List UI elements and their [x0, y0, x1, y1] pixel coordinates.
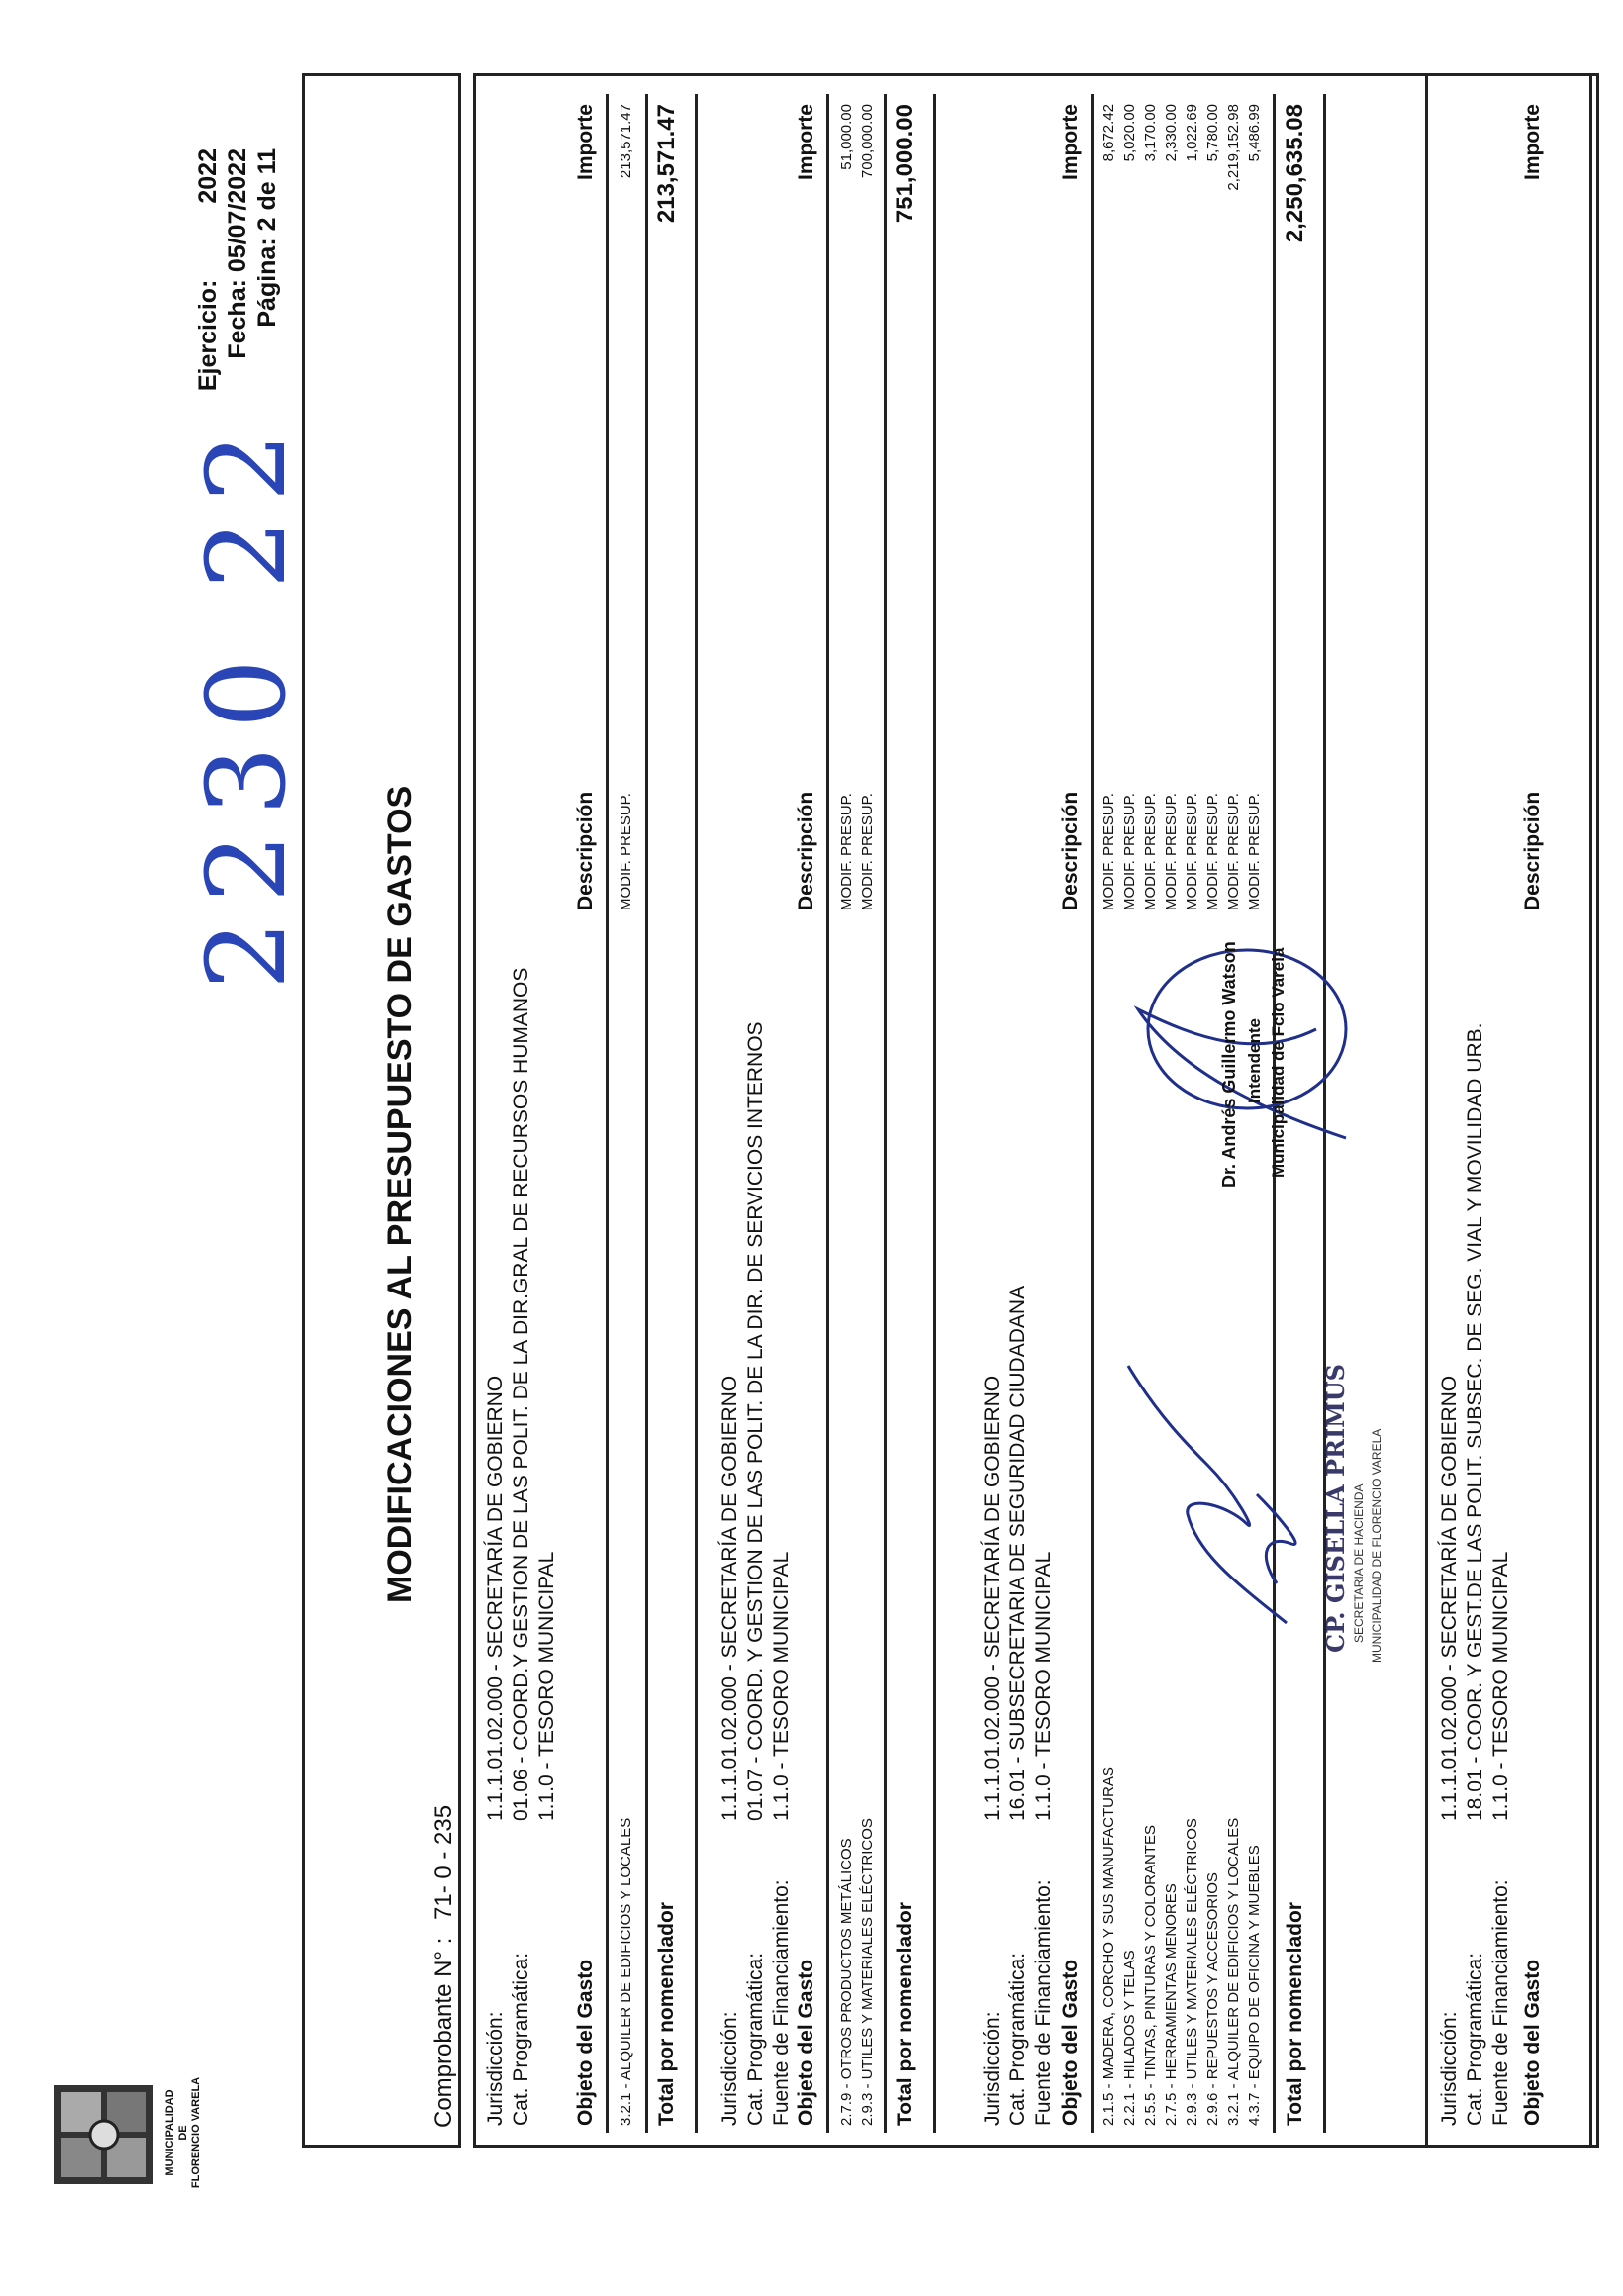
cat-programatica-label: Cat. Programática:: [510, 1952, 532, 2126]
descripcion-cell: MODIF. PRESUP.: [859, 793, 876, 910]
descripcion-cell: MODIF. PRESUP.: [1246, 793, 1263, 910]
objeto-header: Objeto del Gasto: [1521, 1959, 1544, 2126]
jurisdiccion-label: Jurisdicción:: [718, 2011, 741, 2126]
ejercicio-label: Ejercicio:: [194, 279, 222, 392]
total-label: Total por nomenclador: [894, 1902, 916, 2126]
descripcion-header: Descripción: [795, 791, 817, 910]
signer-name: Dr. Andrés Guillermo Watson: [1219, 941, 1239, 1188]
jurisdiccion-value: 1.1.1.01.02.000 - SECRETARÍA DE GOBIERNO: [1438, 1375, 1461, 1821]
signer-org: MUNICIPALIDAD DE FLORENCIO VARELA: [1370, 1428, 1384, 1663]
objeto-header: Objeto del Gasto: [1059, 1959, 1082, 2126]
importe-cell: 2,219,152.98: [1225, 104, 1242, 191]
fuente-value: 1.1.0 - TESORO MUNICIPAL: [1489, 1551, 1512, 1821]
coat-of-arms-icon: [49, 2080, 158, 2189]
divider: [1091, 94, 1094, 2133]
fuente-label: Fuente de Financiamiento:: [1489, 1879, 1512, 2126]
total-label: Total por nomenclador: [1284, 1902, 1306, 2126]
fuente-value: 1.1.0 - TESORO MUNICIPAL: [535, 1551, 558, 1821]
jurisdiccion-value: 1.1.1.01.02.000 - SECRETARÍA DE GOBIERNO: [718, 1375, 741, 1821]
importe-cell: 5,020.00: [1121, 104, 1138, 162]
comprobante-value: 71- 0 - 235: [430, 1804, 457, 1920]
descripcion-cell: MODIF. PRESUP.: [1121, 793, 1138, 910]
objeto-cell: 2.9.3 - UTILES Y MATERIALES ELÉCTRICOS: [1184, 1818, 1200, 2126]
descripcion-cell: MODIF. PRESUP.: [1225, 793, 1242, 910]
signer-role: Intendente: [1245, 1018, 1264, 1103]
pagina: Página: 2 de 11: [253, 148, 281, 328]
descripcion-cell: MODIF. PRESUP.: [1100, 793, 1117, 910]
descripcion-cell: MODIF. PRESUP.: [1204, 793, 1221, 910]
stamp-number: 2230 22: [183, 415, 310, 990]
divider: [645, 94, 648, 2133]
ejercicio-value: 2022: [194, 148, 222, 204]
fecha: Fecha: 05/07/2022: [224, 148, 251, 359]
jurisdiccion-value: 1.1.1.01.02.000 - SECRETARÍA DE GOBIERNO: [484, 1375, 507, 1821]
cat-programatica-value: 01.06 - COORD.Y GESTION DE LAS POLIT. DE LA DIR.GRAL DE RECURSOS HUMANOS: [510, 967, 532, 1821]
signer-org: Municipalidad de Fcio Varela: [1269, 947, 1288, 1178]
objeto-cell: 4.3.7 - EQUIPO DE OFICINA Y MUEBLES: [1246, 1845, 1263, 2126]
descripcion-cell: MODIF. PRESUP.: [1142, 793, 1159, 910]
descripcion-cell: MODIF. PRESUP.: [1184, 793, 1200, 910]
signer-name: CP. GISELLA PRIMUS: [1321, 1363, 1350, 1653]
importe-header: Importe: [574, 104, 597, 181]
total-value: 751,000.00: [892, 104, 918, 224]
divider: [695, 94, 698, 2133]
handwritten-signature-left: [1118, 1346, 1316, 1643]
jurisdiccion-label: Jurisdicción:: [1438, 2011, 1461, 2126]
comprobante-label: Comprobante N° :: [430, 1937, 457, 2128]
logo-text-line: DE: [177, 2125, 189, 2141]
objeto-cell: 3.2.1 - ALQUILER DE EDIFICIOS Y LOCALES: [1225, 1817, 1242, 2126]
cat-programatica-value: 16.01 - SUBSECRETARIA DE SEGURIDAD CIUDADANA: [1006, 1285, 1029, 1821]
objeto-cell: 3.2.1 - ALQUILER DE EDIFICIOS Y LOCALES: [618, 1817, 634, 2126]
descripcion-cell: MODIF. PRESUP.: [1163, 793, 1180, 910]
objeto-cell: 2.5.5 - TINTAS, PINTURAS Y COLORANTES: [1142, 1825, 1159, 2126]
objeto-cell: 2.9.3 - UTILES Y MATERIALES ELÉCTRICOS: [859, 1818, 876, 2126]
municipal-logo: [40, 2068, 238, 2197]
logo-text-line: FLORENCIO VARELA: [190, 2076, 202, 2189]
importe-cell: 1,022.69: [1184, 104, 1200, 162]
objeto-cell: 2.9.6 - REPUESTOS Y ACCESORIOS: [1204, 1872, 1221, 2126]
divider: [933, 94, 936, 2133]
objeto-header: Objeto del Gasto: [574, 1959, 597, 2126]
objeto-cell: 2.1.5 - MADERA, CORCHO Y SUS MANUFACTURAS: [1100, 1767, 1117, 2126]
importe-cell: 5,780.00: [1204, 104, 1221, 162]
importe-cell: 5,486.99: [1246, 104, 1263, 162]
importe-cell: 8,672.42: [1100, 104, 1117, 162]
signer-role: SECRETARIA DE HACIENDA: [1352, 1483, 1366, 1643]
objeto-cell: 2.7.5 - HERRAMIENTAS MENORES: [1163, 1883, 1180, 2126]
descripcion-header: Descripción: [1521, 791, 1544, 910]
divider: [884, 94, 887, 2133]
jurisdiccion-label: Jurisdicción:: [981, 2011, 1003, 2126]
importe-header: Importe: [1059, 104, 1082, 181]
importe-cell: 3,170.00: [1142, 104, 1159, 162]
descripcion-header: Descripción: [1059, 791, 1082, 910]
objeto-cell: 2.2.1 - HILADOS Y TELAS: [1121, 1950, 1138, 2126]
objeto-header: Objeto del Gasto: [795, 1959, 817, 2126]
fuente-value: 1.1.0 - TESORO MUNICIPAL: [1032, 1551, 1055, 1821]
importe-cell: 700,000.00: [859, 104, 876, 179]
importe-cell: 2,330.00: [1163, 104, 1180, 162]
divider: [606, 94, 609, 2133]
descripcion-cell: MODIF. PRESUP.: [618, 793, 634, 910]
fuente-label: Fuente de Financiamiento:: [1032, 1879, 1055, 2126]
descripcion-cell: MODIF. PRESUP.: [838, 793, 855, 910]
total-value: 2,250,635.08: [1282, 104, 1308, 243]
fuente-value: 1.1.0 - TESORO MUNICIPAL: [770, 1551, 793, 1821]
page-title: MODIFICACIONES AL PRESUPUESTO DE GASTOS: [381, 785, 419, 1603]
fuente-label: Fuente de Financiamiento:: [770, 1879, 793, 2126]
cat-programatica-label: Cat. Programática:: [744, 1952, 767, 2126]
section-4-box: [1425, 73, 1599, 2148]
total-value: 213,571.47: [653, 104, 680, 224]
divider: [826, 94, 829, 2133]
jurisdiccion-label: Jurisdicción:: [484, 2011, 507, 2126]
importe-cell: 51,000.00: [838, 104, 855, 170]
cat-programatica-label: Cat. Programática:: [1464, 1952, 1486, 2126]
cat-programatica-value: 18.01 - COOR. Y GEST.DE LAS POLIT. SUBSEC. DE SEG. VIAL Y MOVILIDAD URB.: [1464, 1022, 1486, 1821]
cat-programatica-value: 01.07 - COORD. Y GESTION DE LAS POLIT. DE LA DIR. DE SERVICIOS INTERNOS: [744, 1021, 767, 1821]
logo-text-line: MUNICIPALIDAD: [164, 2089, 176, 2176]
cat-programatica-label: Cat. Programática:: [1006, 1952, 1029, 2126]
total-label: Total por nomenclador: [655, 1902, 678, 2126]
importe-header: Importe: [1521, 104, 1544, 181]
importe-header: Importe: [795, 104, 817, 181]
importe-cell: 213,571.47: [618, 104, 634, 179]
objeto-cell: 2.7.9 - OTROS PRODUCTOS METÁLICOS: [838, 1838, 855, 2126]
header-meta: [193, 148, 282, 406]
jurisdiccion-value: 1.1.1.01.02.000 - SECRETARÍA DE GOBIERNO: [981, 1375, 1003, 1821]
descripcion-header: Descripción: [574, 791, 597, 910]
